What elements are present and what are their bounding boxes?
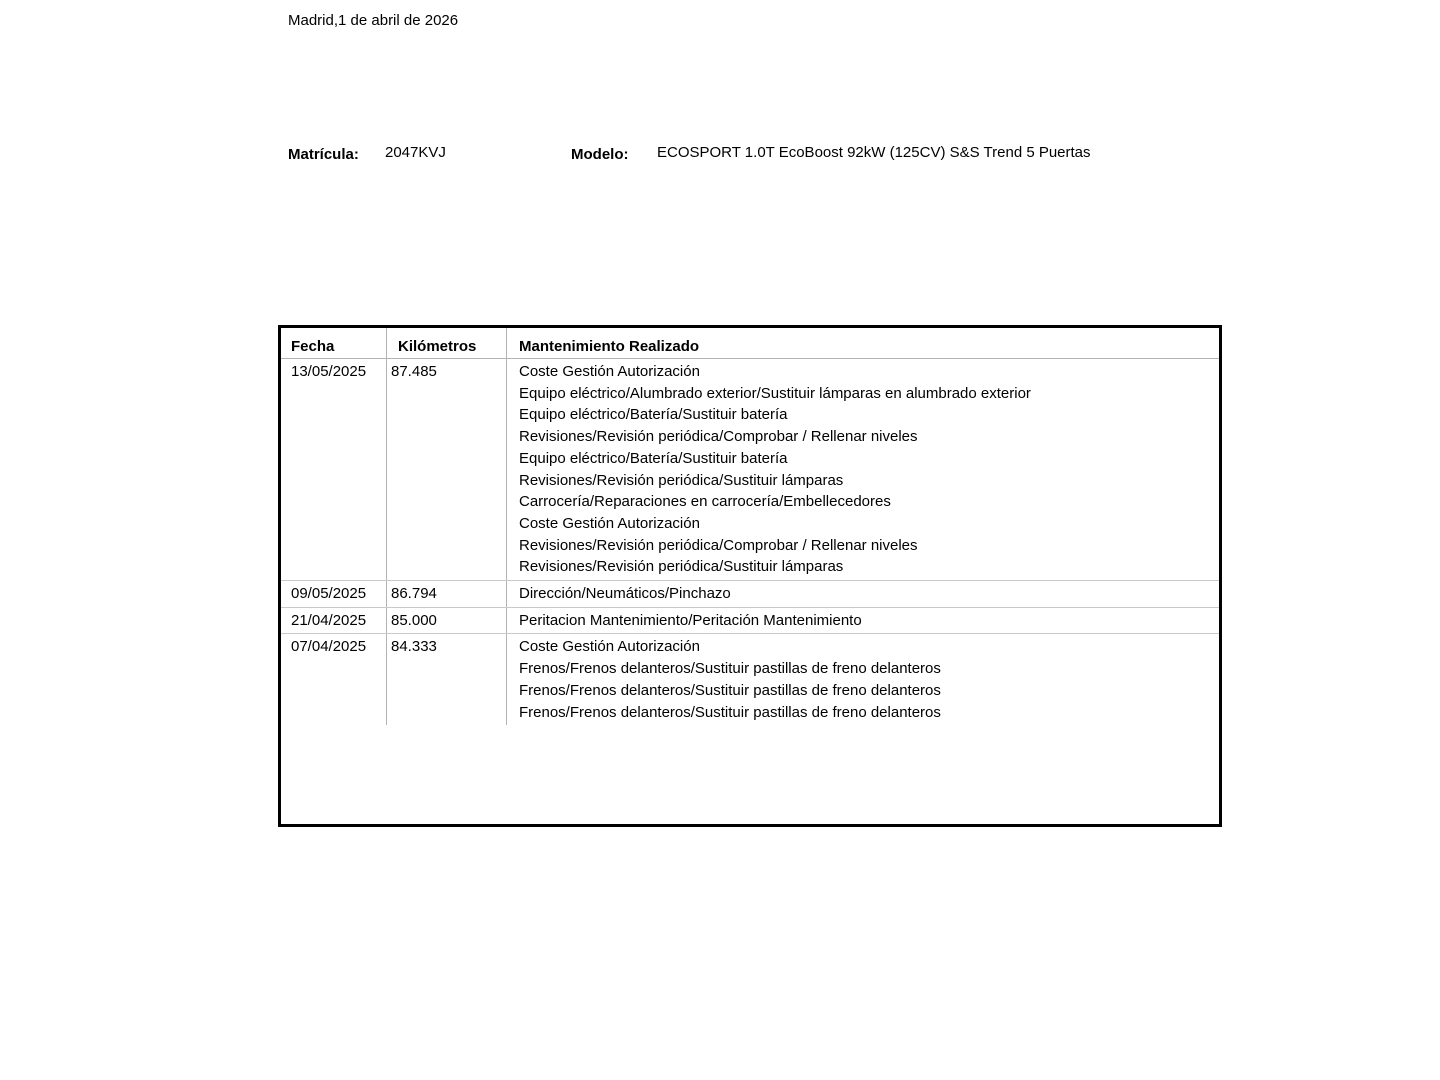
maintenance-line: Coste Gestión Autorización: [519, 514, 700, 532]
column-header-mantenimiento: Mantenimiento Realizado: [519, 338, 700, 355]
maintenance-line: Coste Gestión Autorización: [519, 638, 700, 656]
maintenance-line: Revisiones/Revisión periódica/Sustituir lámparas: [519, 471, 844, 489]
table-row: [281, 634, 1219, 725]
maintenance-line: Revisiones/Revisión periódica/Sustituir lámparas: [519, 558, 844, 576]
maintenance-line: Equipo eléctrico/Batería/Sustituir batería: [519, 449, 788, 467]
table-row: [281, 581, 1219, 608]
cell-mantenimiento: [507, 608, 1219, 634]
place-date: Madrid,1 de abril de 2026: [288, 12, 459, 29]
matricula-value: 2047KVJ: [385, 144, 446, 161]
cell-fecha: 21/04/2025: [281, 608, 387, 634]
modelo-label: Modelo:: [571, 146, 629, 163]
column-header-fecha: Fecha: [281, 328, 387, 358]
maintenance-line: Equipo eléctrico/Batería/Sustituir batería: [519, 406, 788, 424]
maintenance-line: Peritacion Mantenimiento/Peritación Mantenimiento: [519, 611, 862, 629]
maintenance-line: Carrocería/Reparaciones en carrocería/Embellecedores: [519, 493, 891, 511]
table-row: [281, 608, 1219, 635]
maintenance-line: Frenos/Frenos delanteros/Sustituir pastillas de freno delanteros: [519, 681, 941, 699]
cell-mantenimiento: [507, 359, 1219, 580]
matricula-label: Matrícula:: [288, 146, 359, 163]
cell-fecha: 07/04/2025: [281, 634, 387, 725]
cell-kilometros: 86.794: [387, 581, 507, 607]
maintenance-line: Revisiones/Revisión periódica/Comprobar / Rellenar niveles: [519, 536, 918, 554]
maintenance-line: Dirección/Neumáticos/Pinchazo: [519, 585, 731, 603]
cell-fecha: 09/05/2025: [281, 581, 387, 607]
maintenance-line: Frenos/Frenos delanteros/Sustituir pastillas de freno delanteros: [519, 703, 941, 721]
table-body: [281, 359, 1219, 725]
maintenance-line: Coste Gestión Autorización: [519, 363, 700, 380]
maintenance-line: Equipo eléctrico/Alumbrado exterior/Sustituir lámparas en alumbrado exterior: [519, 384, 1031, 402]
cell-kilometros: 84.333: [387, 634, 507, 725]
cell-mantenimiento: [507, 581, 1219, 607]
table-row: [281, 359, 1219, 581]
maintenance-line: Revisiones/Revisión periódica/Comprobar / Rellenar niveles: [519, 428, 918, 446]
cell-kilometros: 85.000: [387, 608, 507, 634]
modelo-value: ECOSPORT 1.0T EcoBoost 92kW (125CV) S&S Trend 5 Puertas: [657, 144, 1091, 161]
maintenance-table: [278, 325, 1222, 827]
table-header-row: [281, 328, 1219, 359]
cell-kilometros: 87.485: [387, 359, 507, 580]
column-header-kilometros: Kilómetros: [387, 328, 507, 358]
maintenance-line: Frenos/Frenos delanteros/Sustituir pastillas de freno delanteros: [519, 660, 941, 678]
cell-fecha: 13/05/2025: [281, 359, 387, 580]
cell-mantenimiento: [507, 634, 1219, 725]
